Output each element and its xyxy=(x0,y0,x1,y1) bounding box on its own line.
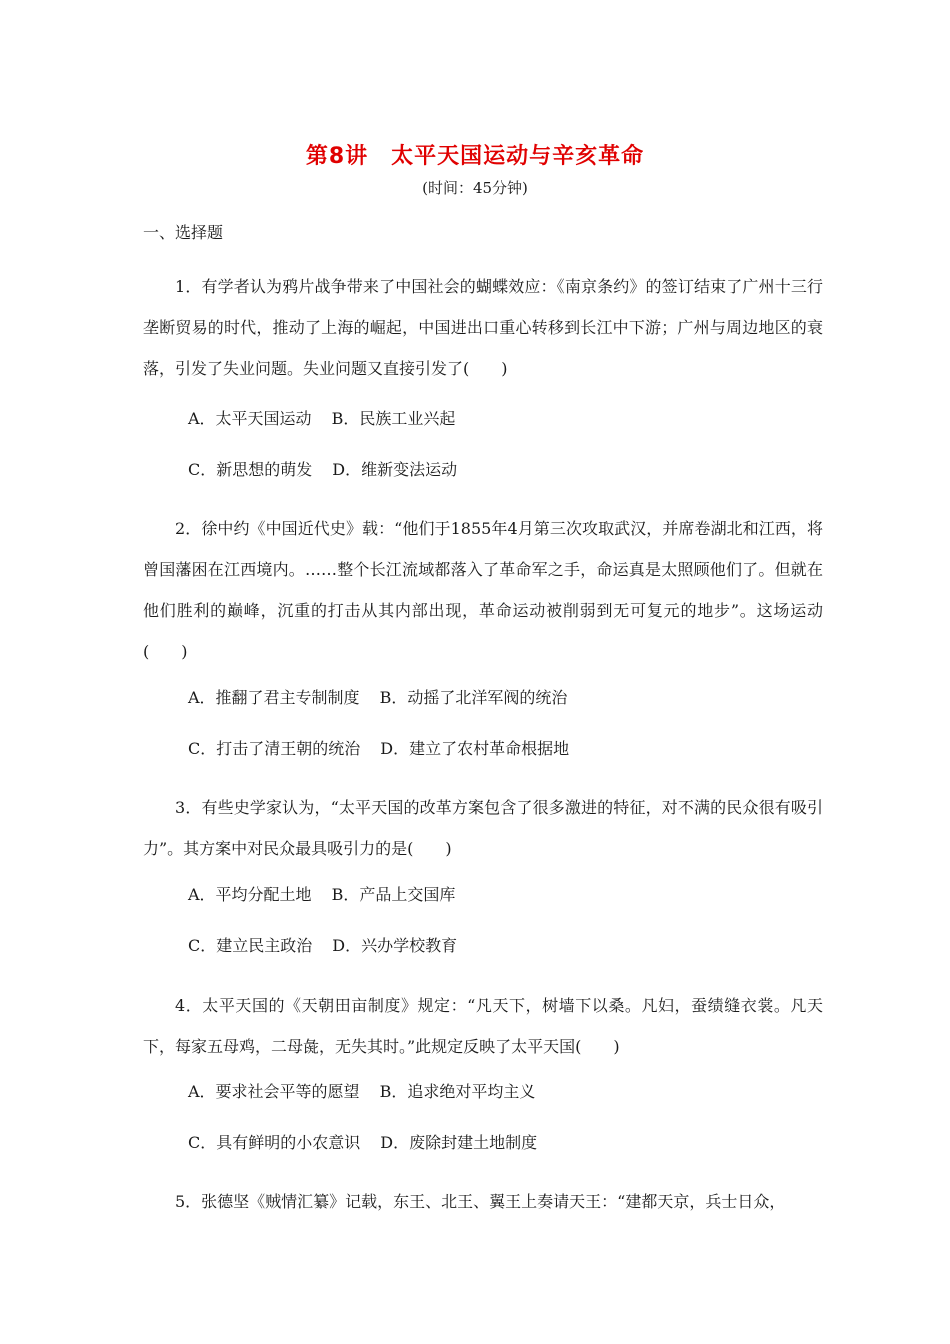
question-text: 2．徐中约《中国近代史》载：“他们于1855年4月第三次攻取武汉，并席卷湖北和江西，将曾国藩困在江西境内。……整个长江流域都落入了革命军之手，命运真是太照顾他们了。但就在他们胜利的巅峰，沉重的打击从其内部出现，革命运动被削弱到无可复元的地步”。这场运动( ) xyxy=(143,519,823,661)
options-row xyxy=(188,685,567,711)
options-row xyxy=(188,882,455,908)
option-c: C．打击了清王朝的统治 xyxy=(188,739,361,758)
question-4 xyxy=(143,985,823,1067)
option-a: A．要求社会平等的愿望 xyxy=(188,1082,360,1101)
option-c: C．建立民主政治 xyxy=(188,936,313,955)
section-heading: 一、选择题 xyxy=(143,223,224,242)
option-b: B．追求绝对平均主义 xyxy=(379,1082,536,1101)
option-d: D．建立了农村革命根据地 xyxy=(380,739,570,758)
question-1 xyxy=(143,266,823,389)
time-limit: (时间：45分钟) xyxy=(422,179,528,197)
option-c: C．新思想的萌发 xyxy=(188,460,313,479)
options-row xyxy=(188,406,455,432)
page-title: 第8讲 太平天国运动与辛亥革命 xyxy=(305,144,645,169)
options-row xyxy=(188,1079,535,1105)
question-2 xyxy=(143,508,823,672)
option-d: D．废除封建土地制度 xyxy=(380,1133,538,1152)
options-row xyxy=(188,736,569,762)
options-row xyxy=(188,457,457,483)
option-a: A．推翻了君主专制制度 xyxy=(188,688,360,707)
question-3 xyxy=(143,787,823,869)
option-d: D．维新变法运动 xyxy=(332,460,458,479)
option-b: B．民族工业兴起 xyxy=(331,409,456,428)
option-b: B．产品上交国库 xyxy=(331,885,456,904)
option-a: A．平均分配土地 xyxy=(188,885,312,904)
question-text: 1．有学者认为鸦片战争带来了中国社会的蝴蝶效应：《南京条约》的签订结束了广州十三行垄断贸易的时代，推动了上海的崛起，中国进出口重心转移到长江中下游；广州与周边地区的衰落，引发了失业问题。失业问题又直接引发了( ) xyxy=(143,277,823,378)
option-d: D．兴办学校教育 xyxy=(332,936,458,955)
question-5 xyxy=(143,1181,823,1222)
options-row xyxy=(188,1130,537,1156)
question-text: 5．张德坚《贼情汇纂》记载，东王、北王、翼王上奏请天王：“建都天京，兵士日众， xyxy=(175,1192,786,1211)
options-row xyxy=(188,933,457,959)
option-b: B．动摇了北洋军阀的统治 xyxy=(379,688,568,707)
option-a: A．太平天国运动 xyxy=(188,409,312,428)
question-text: 3．有些史学家认为，“太平天国的改革方案包含了很多激进的特征，对不满的民众很有吸引力”。其方案中对民众最具吸引力的是( ) xyxy=(143,798,823,858)
option-c: C．具有鲜明的小农意识 xyxy=(188,1133,361,1152)
question-text: 4．太平天国的《天朝田亩制度》规定：“凡天下，树墙下以桑。凡妇，蚕绩缝衣裳。凡天下，每家五母鸡，二母彘，无失其时。”此规定反映了太平天国( ) xyxy=(143,996,823,1056)
